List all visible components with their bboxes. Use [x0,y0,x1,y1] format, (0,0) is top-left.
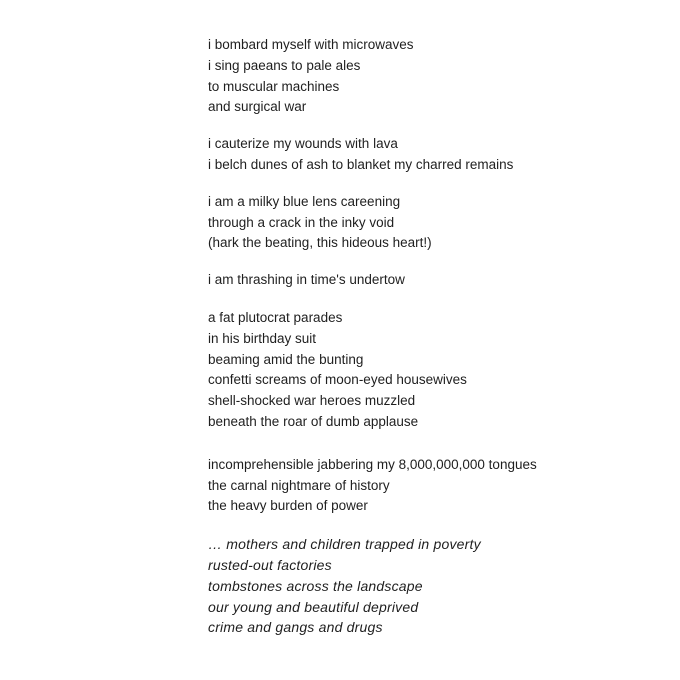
poem-line: crime and gangs and drugs [208,619,383,636]
poem-line: through a crack in the inky void [208,214,395,230]
poem-line: i am a milky blue lens careening [208,193,401,209]
stanza-1 [208,35,648,118]
poem-line: rusted-out factories [208,556,332,573]
poem-line: confetti screams of moon-eyed housewives [208,372,467,388]
poem-line: the heavy burden of power [208,498,368,514]
stanza-3 [208,192,648,254]
poem-line: incomprehensible jabbering my 8,000,000,000 tongues [208,456,537,472]
poem-line: i sing paeans to pale ales [208,57,361,73]
stanza-4 [208,270,648,291]
stanza-6 [208,455,648,517]
poem-line: to muscular machines [208,78,340,94]
poem-line: our young and beautiful deprived [208,598,419,615]
poem-line: a fat plutocrat parades [208,309,343,325]
poem-line: and surgical war [208,99,307,115]
poem-line: beaming amid the bunting [208,351,364,367]
poem-line: beneath the roar of dumb applause [208,413,419,429]
poem-line: i bombard myself with microwaves [208,37,414,52]
poem-line: (hark the beating, this hideous heart!) [208,235,432,251]
poem-line: in his birthday suit [208,330,317,346]
poem-line: i am thrashing in time's undertow [208,272,405,288]
poem-line: i cauterize my wounds with lava [208,136,398,152]
poem-line: … mothers and children trapped in poverty [208,536,481,553]
poem-line: i belch dunes of ash to blanket my charred remains [208,156,514,172]
poem [208,35,648,638]
stanza-7-italic [208,534,648,638]
poem-line: tombstones across the landscape [208,577,423,594]
stanza-5 [208,308,648,433]
poem-line: the carnal nightmare of history [208,477,390,493]
poem-line: shell-shocked war heroes muzzled [208,393,416,409]
stanza-2 [208,134,648,176]
